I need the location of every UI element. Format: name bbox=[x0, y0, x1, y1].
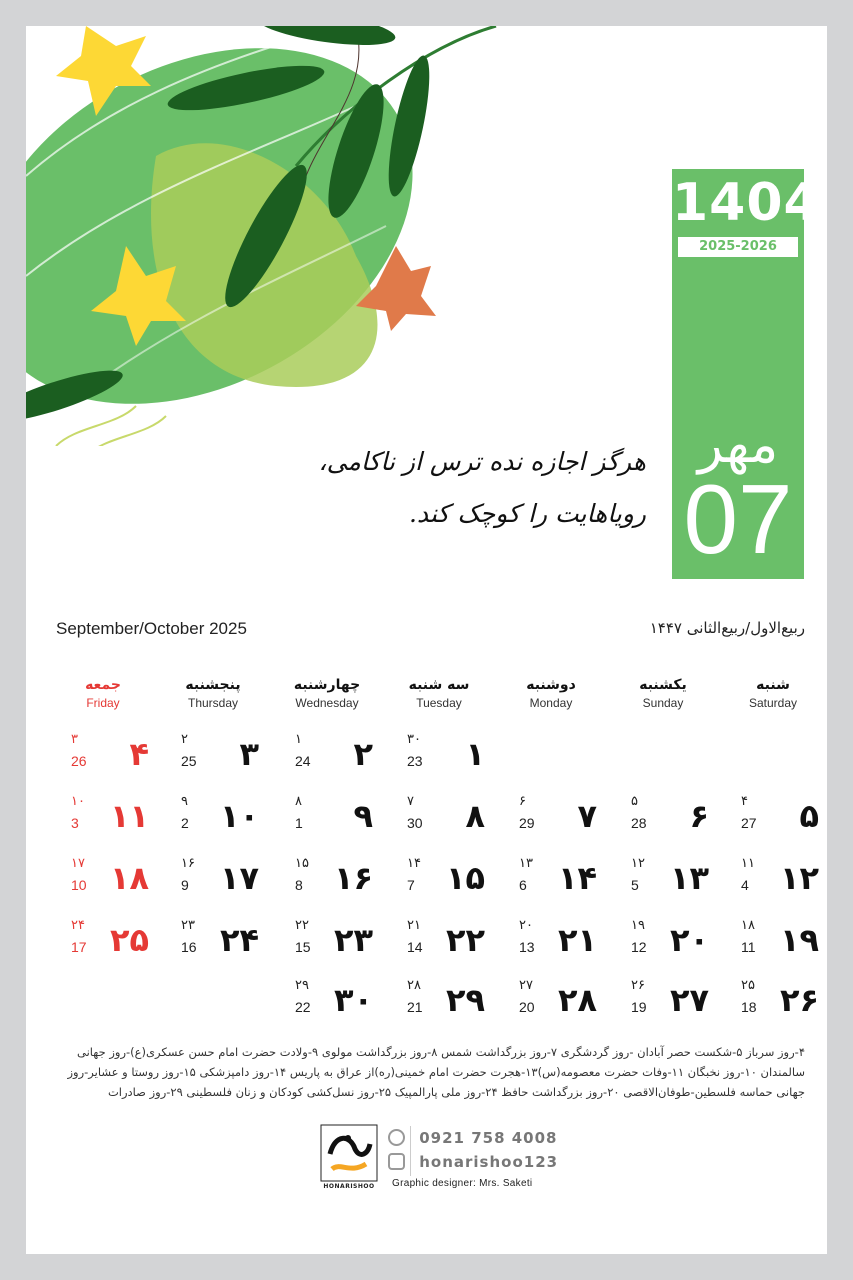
day-cell[interactable] bbox=[61, 730, 161, 790]
persian-day-number: ۲۴ bbox=[219, 921, 259, 959]
gregorian-day-number: 27 bbox=[741, 815, 757, 831]
day-cell[interactable] bbox=[509, 792, 609, 852]
gregorian-day-number: 25 bbox=[181, 753, 197, 769]
persian-day-number: ۱۳ bbox=[669, 859, 709, 897]
day-cell[interactable] bbox=[509, 854, 609, 914]
hijri-day-number: ۱۸ bbox=[741, 918, 755, 933]
hijri-day-number: ۱۷ bbox=[71, 856, 85, 871]
hijri-day-number: ۸ bbox=[295, 794, 302, 809]
day-cell[interactable] bbox=[621, 916, 721, 976]
day-cell[interactable] bbox=[171, 792, 271, 852]
day-cell[interactable] bbox=[621, 792, 721, 852]
designer-credit: Graphic designer: Mrs. Saketi bbox=[392, 1178, 533, 1189]
year-badge bbox=[672, 169, 821, 579]
hijri-day-number: ۱۲ bbox=[631, 856, 645, 871]
weekday-en: Wednesday bbox=[295, 696, 359, 710]
quote bbox=[306, 436, 646, 540]
day-cell[interactable] bbox=[397, 916, 497, 976]
brand-name: HONARISHOO bbox=[323, 1183, 375, 1190]
day-cell[interactable] bbox=[171, 916, 271, 976]
day-cell[interactable] bbox=[731, 916, 827, 976]
day-cell[interactable] bbox=[731, 792, 827, 852]
hijri-day-number: ۱۰ bbox=[71, 794, 85, 809]
hijri-day-number: ۱۶ bbox=[181, 856, 195, 871]
events-line-2: سالمندان ۱۰-روز نخبگان ۱۱-وفات حضرت معصومه(س)۱۳-هجرت حضرت امام خمینی(ره)از عراق به پاریس ۱۴-روز دامپزشکی ۱۵-روز روستا و عشایر-روز bbox=[67, 1065, 805, 1079]
gregorian-day-number: 3 bbox=[71, 815, 79, 831]
weekday-en: Friday bbox=[86, 696, 120, 710]
contact-info bbox=[388, 1126, 558, 1174]
day-cell[interactable] bbox=[285, 916, 385, 976]
weekday-en: Saturday bbox=[748, 696, 798, 710]
persian-day-number: ۱۷ bbox=[219, 859, 259, 897]
gregorian-month-title: September/October 2025 bbox=[56, 619, 247, 638]
month-name: مهر bbox=[697, 415, 779, 475]
weekday-fa: یکشنبه bbox=[639, 677, 687, 693]
hijri-day-number: ۱۹ bbox=[631, 918, 645, 933]
weekday-en: Sunday bbox=[642, 696, 684, 710]
day-cell[interactable] bbox=[509, 976, 609, 1036]
events-line-3: جهانی حماسه فلسطین-طوفان‌الاقصی ۲۰-روز بزرگداشت حافظ ۲۴-روز ملی پارالمپیک ۲۵-روز نسل‌کشی کودکان و زنان فلسطینی ۲۹-روز صادرات bbox=[107, 1085, 805, 1099]
persian-day-number: ۲۷ bbox=[669, 981, 709, 1019]
hijri-day-number: ۱۳ bbox=[519, 856, 533, 871]
year-number: 1404 bbox=[672, 173, 821, 233]
gregorian-day-number: 10 bbox=[71, 877, 87, 893]
gregorian-day-number: 28 bbox=[631, 815, 647, 831]
gregorian-day-number: 18 bbox=[741, 999, 757, 1015]
day-cell[interactable] bbox=[61, 916, 161, 976]
day-cell[interactable] bbox=[397, 730, 497, 790]
persian-day-number: ۸ bbox=[465, 797, 485, 835]
day-cell[interactable] bbox=[397, 854, 497, 914]
persian-day-number: ۱۰ bbox=[219, 797, 259, 835]
gregorian-day-number: 17 bbox=[71, 939, 87, 955]
instagram-handle: honarishoo123 bbox=[419, 1153, 559, 1171]
gregorian-day-number: 6 bbox=[519, 877, 527, 893]
persian-day-number: ۱۲ bbox=[779, 859, 819, 897]
gregorian-day-number: 20 bbox=[519, 999, 535, 1015]
persian-day-number: ۲۳ bbox=[333, 921, 373, 959]
persian-day-number: ۴ bbox=[129, 735, 149, 773]
weekday-header bbox=[613, 674, 713, 710]
gregorian-day-number: 8 bbox=[295, 877, 303, 893]
persian-day-number: ۱۸ bbox=[109, 859, 149, 897]
whatsapp-icon bbox=[388, 1129, 405, 1146]
persian-day-number: ۲۸ bbox=[557, 981, 597, 1019]
persian-day-number: ۲۱ bbox=[557, 921, 597, 959]
weekday-fa: جمعه bbox=[85, 677, 121, 693]
gregorian-day-number: 16 bbox=[181, 939, 197, 955]
weekday-header bbox=[389, 674, 489, 710]
persian-day-number: ۱۴ bbox=[557, 859, 597, 897]
gregorian-day-number: 29 bbox=[519, 815, 535, 831]
hijri-day-number: ۱ bbox=[295, 732, 302, 747]
persian-day-number: ۲۹ bbox=[445, 981, 485, 1019]
day-cell[interactable] bbox=[621, 854, 721, 914]
calendar-page bbox=[26, 26, 827, 1254]
hijri-day-number: ۲۴ bbox=[71, 918, 85, 933]
gregorian-day-number: 19 bbox=[631, 999, 647, 1015]
hijri-day-number: ۲۷ bbox=[519, 978, 533, 993]
day-cell[interactable] bbox=[61, 854, 161, 914]
instagram-icon bbox=[388, 1153, 405, 1170]
weekday-fa: دوشنبه bbox=[526, 677, 576, 693]
day-cell[interactable] bbox=[285, 976, 385, 1036]
hijri-day-number: ۱۴ bbox=[407, 856, 421, 871]
hijri-day-number: ۲۳ bbox=[181, 918, 195, 933]
day-cell[interactable] bbox=[397, 976, 497, 1036]
instagram-row bbox=[388, 1150, 558, 1174]
persian-day-number: ۲۲ bbox=[445, 921, 485, 959]
hijri-day-number: ۲۰ bbox=[519, 918, 533, 933]
persian-day-number: ۳ bbox=[239, 735, 259, 773]
day-cell[interactable] bbox=[397, 792, 497, 852]
day-cell[interactable] bbox=[621, 976, 721, 1036]
hijri-day-number: ۲۶ bbox=[631, 978, 645, 993]
gregorian-day-number: 12 bbox=[631, 939, 647, 955]
gregorian-day-number: 2 bbox=[181, 815, 189, 831]
day-cell[interactable] bbox=[285, 792, 385, 852]
gregorian-day-number: 14 bbox=[407, 939, 423, 955]
weekday-en: Monday bbox=[529, 696, 573, 710]
weekday-fa: سه شنبه bbox=[408, 677, 470, 693]
hijri-day-number: ۲۲ bbox=[295, 918, 309, 933]
phone-row bbox=[388, 1126, 558, 1150]
persian-day-number: ۱۱ bbox=[109, 797, 149, 835]
gregorian-day-number: 1 bbox=[295, 815, 303, 831]
weekday-header bbox=[723, 674, 823, 710]
hijri-month-title: ربیع‌الاول/ربیع‌الثانی ۱۴۴۷ bbox=[649, 619, 805, 637]
hijri-day-number: ۱۱ bbox=[741, 856, 755, 871]
hijri-day-number: ۶ bbox=[519, 794, 526, 809]
hijri-day-number: ۳ bbox=[71, 732, 78, 747]
gregorian-day-number: 4 bbox=[741, 877, 749, 893]
gregorian-day-number: 9 bbox=[181, 877, 189, 893]
hijri-day-number: ۲۱ bbox=[407, 918, 421, 933]
persian-day-number: ۳۰ bbox=[333, 981, 373, 1019]
gregorian-day-number: 5 bbox=[631, 877, 639, 893]
hijri-day-number: ۱۵ bbox=[295, 856, 309, 871]
quote-line-1: هرگز اجازه نده ترس از ناکامی، bbox=[318, 447, 646, 476]
persian-day-number: ۵ bbox=[799, 797, 819, 835]
phone-number: 0921 758 4008 bbox=[419, 1129, 558, 1147]
hijri-day-number: ۲ bbox=[181, 732, 188, 747]
gregorian-day-number: 26 bbox=[71, 753, 87, 769]
weekday-fa: چهارشنبه bbox=[293, 677, 361, 693]
weekday-en: Thursday bbox=[187, 696, 239, 710]
year-range: 2025-2026 bbox=[678, 237, 798, 257]
persian-day-number: ۶ bbox=[689, 797, 709, 835]
quote-line-2: رویاهایت را کوچک کند. bbox=[408, 499, 646, 528]
gregorian-day-number: 24 bbox=[295, 753, 311, 769]
persian-day-number: ۲ bbox=[353, 735, 373, 773]
persian-day-number: ۱۹ bbox=[779, 921, 819, 959]
gregorian-day-number: 13 bbox=[519, 939, 535, 955]
brand-logo bbox=[320, 1124, 378, 1182]
month-number: 07 bbox=[683, 464, 793, 574]
hijri-day-number: ۵ bbox=[631, 794, 638, 809]
persian-day-number: ۱ bbox=[465, 735, 485, 773]
hijri-day-number: ۹ bbox=[181, 794, 188, 809]
gregorian-day-number: 23 bbox=[407, 753, 423, 769]
persian-day-number: ۲۰ bbox=[669, 921, 709, 959]
day-cell[interactable] bbox=[285, 854, 385, 914]
hijri-day-number: ۴ bbox=[741, 794, 748, 809]
persian-day-number: ۱۵ bbox=[445, 859, 485, 897]
day-cell[interactable] bbox=[285, 730, 385, 790]
persian-day-number: ۹ bbox=[353, 797, 373, 835]
weekday-en: Tuesday bbox=[416, 696, 462, 710]
hijri-day-number: ۲۵ bbox=[741, 978, 755, 993]
day-cell[interactable] bbox=[61, 792, 161, 852]
hijri-day-number: ۳۰ bbox=[407, 732, 421, 747]
gregorian-day-number: 22 bbox=[295, 999, 311, 1015]
gregorian-day-number: 11 bbox=[741, 939, 756, 955]
weekday-header bbox=[53, 674, 153, 710]
weekday-header bbox=[501, 674, 601, 710]
gregorian-day-number: 21 bbox=[407, 999, 423, 1015]
day-cell[interactable] bbox=[171, 854, 271, 914]
persian-day-number: ۲۶ bbox=[779, 981, 819, 1019]
persian-day-number: ۱۶ bbox=[333, 859, 373, 897]
persian-day-number: ۲۵ bbox=[109, 921, 149, 959]
hijri-day-number: ۷ bbox=[407, 794, 414, 809]
gregorian-day-number: 15 bbox=[295, 939, 311, 955]
weekday-fa: شنبه bbox=[756, 677, 790, 693]
day-cell[interactable] bbox=[171, 730, 271, 790]
weekday-header bbox=[163, 674, 263, 710]
weekday-fa: پنجشنبه bbox=[185, 677, 241, 693]
gregorian-day-number: 7 bbox=[407, 877, 415, 893]
events-line-1: ۴-روز سرباز ۵-شکست حصر آبادان -روز گردشگری ۷-روز بزرگداشت شمس ۸-روز بزرگداشت مولوی ۹-ولادت حضرت امام حسن عسکری(ع)-روز جهانی bbox=[77, 1045, 805, 1059]
day-cell[interactable] bbox=[509, 916, 609, 976]
persian-day-number: ۷ bbox=[577, 797, 597, 835]
gregorian-day-number: 30 bbox=[407, 815, 423, 831]
day-cell[interactable] bbox=[731, 976, 827, 1036]
hijri-day-number: ۲۸ bbox=[407, 978, 421, 993]
day-cell[interactable] bbox=[731, 854, 827, 914]
hijri-day-number: ۲۹ bbox=[295, 978, 309, 993]
events-list bbox=[48, 1042, 805, 1102]
weekday-header bbox=[277, 674, 377, 710]
